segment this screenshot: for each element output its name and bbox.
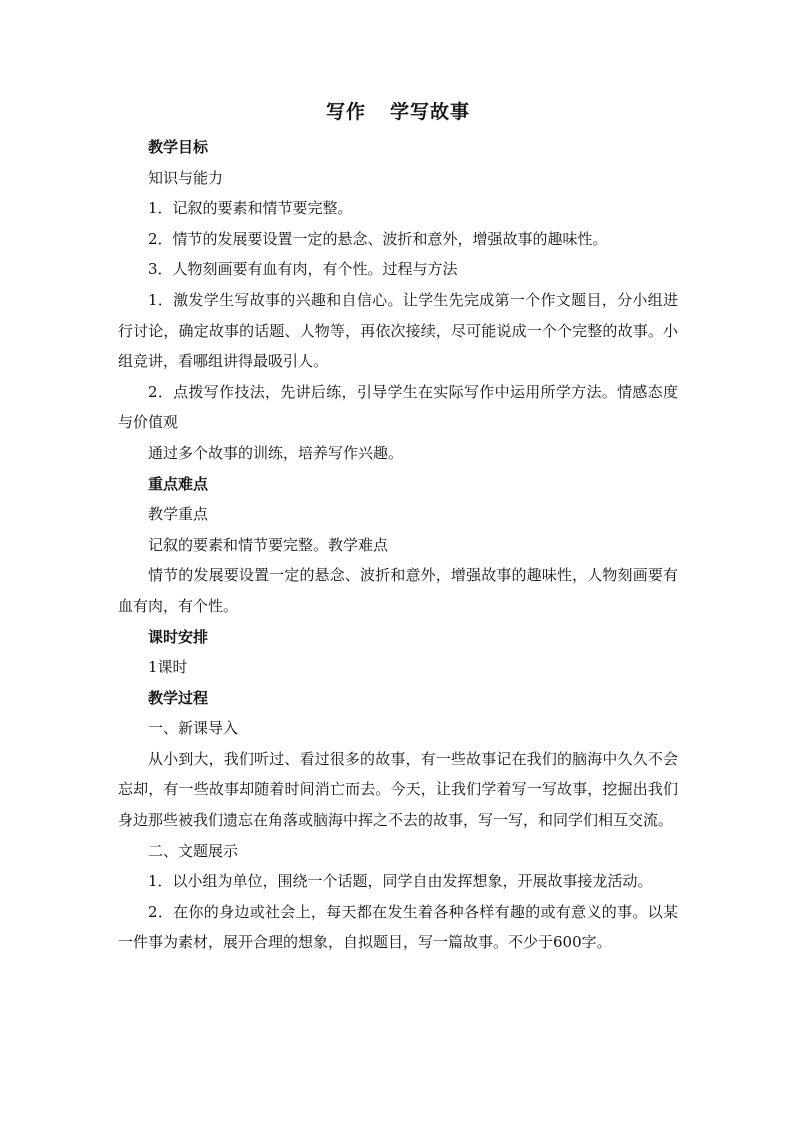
paragraph: 3．人物刻画要有血有肉，有个性。过程与方法 xyxy=(148,260,458,279)
page-title xyxy=(118,96,678,128)
paragraph: 1．激发学生写故事的兴趣和自信心。让学生先完成第一个作文题目，分小组进行讨论，确定故事的话题、人物等，再依次接续，尽可能说成一个个完整的故事。小组竞讲，看哪组讲得最吸引人。 xyxy=(118,290,678,371)
document-body xyxy=(118,96,678,958)
paragraph: 情节的发展要设置一定的悬念、波折和意外，增强故事的趣味性，人物刻画要有血有肉，有个性。 xyxy=(118,566,678,615)
section-heading-schedule: 课时安排 xyxy=(148,627,209,646)
paragraph: 通过多个故事的训练，培养写作兴趣。 xyxy=(148,443,404,462)
paragraph: 1．以小组为单位，围绕一个话题，同学自由发挥想象，开展故事接龙活动。 xyxy=(148,872,653,891)
title-part-2: 学写故事 xyxy=(390,101,471,123)
paragraph: 2．点拨写作技法，先讲后练，引导学生在实际写作中运用所学方法。情感态度与价值观 xyxy=(118,382,678,432)
paragraph: 记叙的要素和情节要完整。教学难点 xyxy=(148,535,389,554)
subheading-intro: 一、新课导入 xyxy=(148,719,239,738)
section-heading-key-points: 重点难点 xyxy=(148,474,209,493)
paragraph: 2．在你的身边或社会上，每天都在发生着各种各样有趣的或有意义的事。以某一件事为素材，展开合理的想象，自拟题目，写一篇故事。不少于600字。 xyxy=(118,902,678,952)
subheading-teaching-focus: 教学重点 xyxy=(148,505,209,524)
paragraph: 1课时 xyxy=(148,658,188,677)
section-heading-process: 教学过程 xyxy=(148,688,209,707)
title-part-1: 写作 xyxy=(325,101,366,123)
subheading-knowledge-ability: 知识与能力 xyxy=(148,168,224,187)
subheading-topic-display: 二、文题展示 xyxy=(148,841,239,860)
paragraph: 2．情节的发展要设置一定的悬念、波折和意外，增强故事的趣味性。 xyxy=(148,229,608,248)
paragraph: 从小到大，我们听过、看过很多的故事，有一些故事记在我们的脑海中久久不会忘却，有一些故事却随着时间消亡而去。今天，让我们学着写一写故事，挖掘出我们身边那些被我们遗忘在角落或脑海中挥之不去的故事，写一写，和同学们相互交流。 xyxy=(118,749,678,830)
section-heading-objectives: 教学目标 xyxy=(148,138,209,156)
paragraph: 1．记叙的要素和情节要完整。 xyxy=(148,199,353,218)
